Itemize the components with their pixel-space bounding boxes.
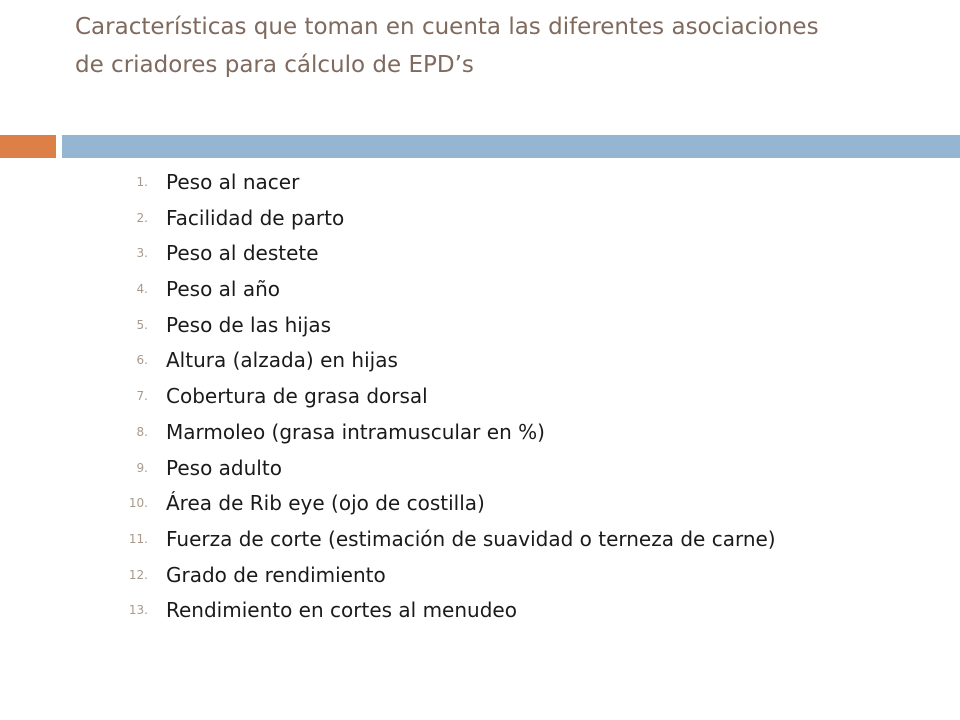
list-item-number: 2. (136, 210, 148, 225)
list-item-text: Rendimiento en cortes al menudeo (166, 598, 517, 623)
list-item-number: 4. (136, 282, 148, 297)
list-item-number: 9. (136, 460, 148, 475)
list-item-text: Peso de las hijas (166, 312, 332, 337)
list-item-number: 8. (136, 424, 148, 439)
list-item-text: Peso al nacer (166, 170, 300, 194)
list-item-text: Peso al año (166, 277, 281, 302)
list-item-text: Peso al destete (166, 241, 319, 266)
list-item-number: 11. (128, 531, 148, 546)
list-item-number: 12. (128, 567, 148, 582)
slide-title (75, 8, 935, 84)
slide-title-line-2: de criadores para cálculo de EPD’s (75, 52, 474, 78)
list-item-number: 6. (136, 353, 148, 368)
list-item-number: 3. (136, 246, 148, 261)
list-item-text: Peso adulto (166, 455, 282, 480)
list-item-text: Grado de rendimiento (166, 562, 386, 587)
list-item-text: Altura (alzada) en hijas (166, 348, 398, 373)
accent-bar-blue (62, 135, 960, 158)
accent-bar-orange (0, 135, 56, 158)
list-item-number: 5. (136, 317, 148, 332)
list-item-text: Facilidad de parto (166, 205, 345, 230)
list-item-number: 10. (128, 496, 148, 511)
list-item-text: Fuerza de corte (estimación de suavidad o terneza de carne) (166, 526, 776, 551)
slide-title-line-1: Características que toman en cuenta las diferentes asociaciones (75, 14, 819, 40)
list-item-text: Cobertura de grasa dorsal (166, 384, 428, 409)
list-item-number: 7. (136, 389, 148, 404)
list-item-number: 1. (136, 175, 148, 189)
list-item-number: 13. (128, 603, 148, 618)
list-item-text: Área de Rib eye (ojo de costilla) (166, 491, 485, 516)
list-item-text: Marmoleo (grasa intramuscular en %) (166, 419, 545, 444)
